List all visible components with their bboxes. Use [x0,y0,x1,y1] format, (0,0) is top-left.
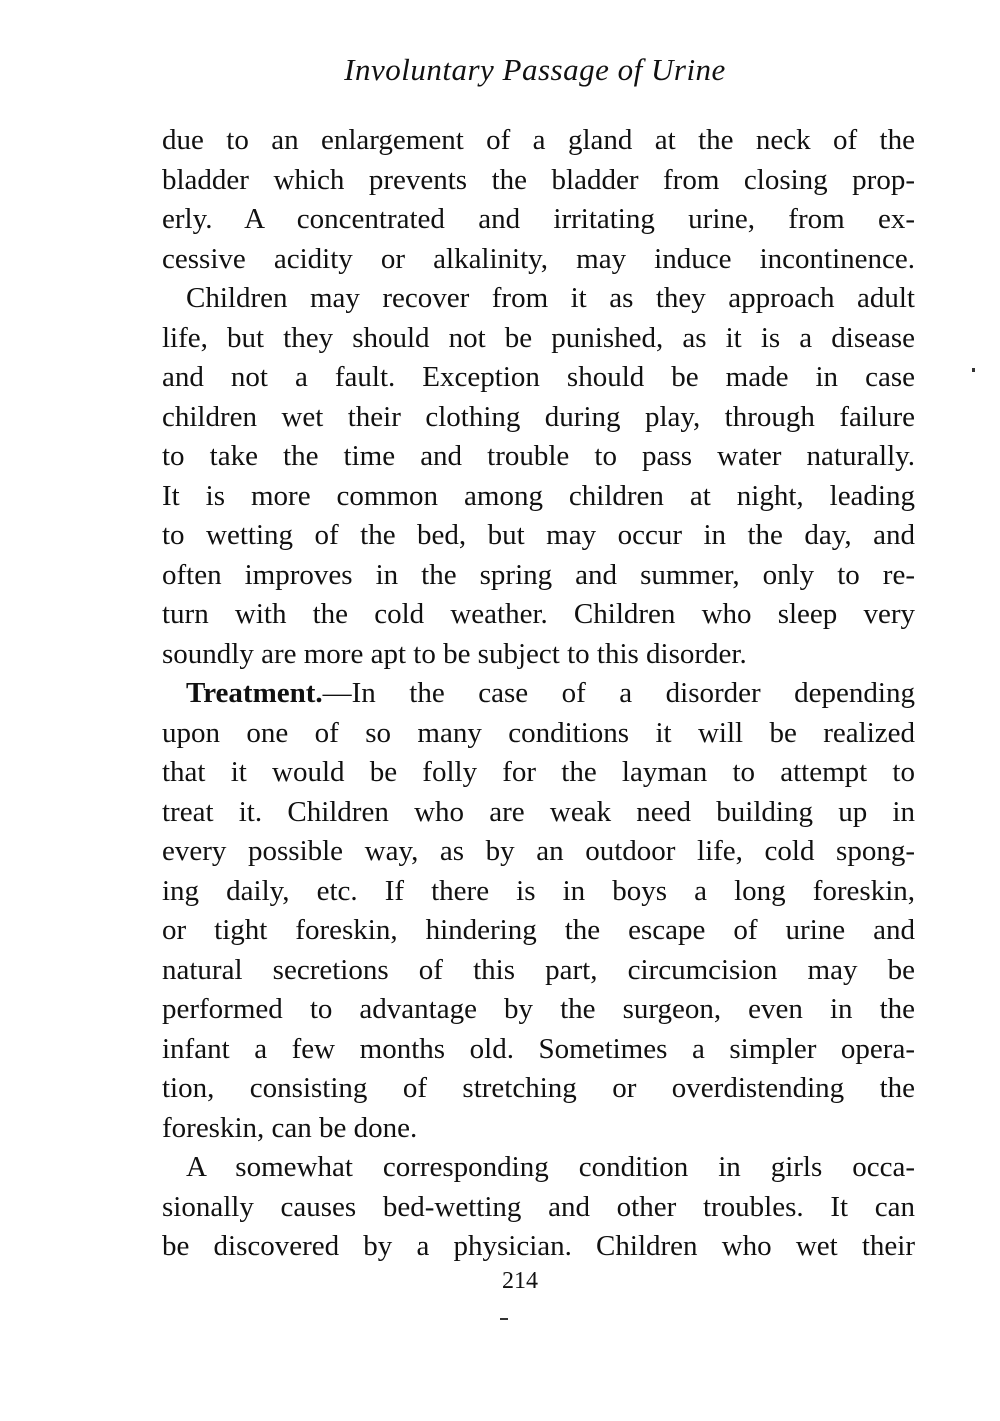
page-number: 214 [502,1268,538,1294]
text-line: erly. A concentrated and irritating urine, from ex- [162,203,915,235]
text-line: infant a few months old. Sometimes a simpler opera- [162,1032,915,1065]
print-mark [500,1318,508,1320]
text-line: be discovered by a physician. Children who wet their [162,1230,915,1262]
text-line: that it would be folly for the layman to attempt to [162,756,915,788]
text-line: tion, consisting of stretching or overdistending the [162,1072,915,1104]
text-line: natural secretions of this part, circumcision may be [162,953,915,986]
text-line: performed to advantage by the surgeon, even in the [162,993,915,1025]
text-line-rest: —In the case of a disorder depending [322,677,915,709]
text-line: often improves in the spring and summer, only to re- [162,558,915,591]
text-line: or tight foreskin, hindering the escape of urine and [162,914,915,946]
print-speck [972,368,975,372]
text-line: every possible way, as by an outdoor life, cold spong- [162,835,915,867]
text-line: Children may recover from it as they approach adult [186,282,915,314]
text-line: to take the time and trouble to pass water naturally. [162,440,915,472]
text-line: due to an enlargement of a gland at the neck of the [162,124,915,156]
text-line: to wetting of the bed, but may occur in the day, and [162,519,915,551]
text-line: bladder which prevents the bladder from closing prop- [162,163,915,196]
text-line: life, but they should not be punished, as it is a disease [162,321,915,354]
text-line: It is more common among children at night, leading [162,479,915,512]
text-line: treat it. Children who are weak need building up in [162,795,915,828]
text-line: sionally causes bed-wetting and other troubles. It can [162,1190,915,1223]
running-header-title: Involuntary Passage of Urine [344,52,726,87]
text-line: A somewhat corresponding condition in girls occa- [186,1151,915,1183]
text-line [186,673,915,713]
text-line: ing daily, etc. If there is in boys a long foreskin, [162,874,915,907]
section-heading: Treatment. [186,677,323,709]
text-line: children wet their clothing during play, through failure [162,400,915,433]
text-line: upon one of so many conditions it will be realized [162,716,915,749]
text-line: turn with the cold weather. Children who sleep very [162,598,915,630]
text-line: and not a fault. Exception should be made in case [162,361,915,393]
text-line: foreskin, can be done. [162,1111,418,1144]
text-line: soundly are more apt to be subject to this disorder. [162,637,747,670]
text-line: cessive acidity or alkalinity, may induce incontinence. [162,242,915,275]
